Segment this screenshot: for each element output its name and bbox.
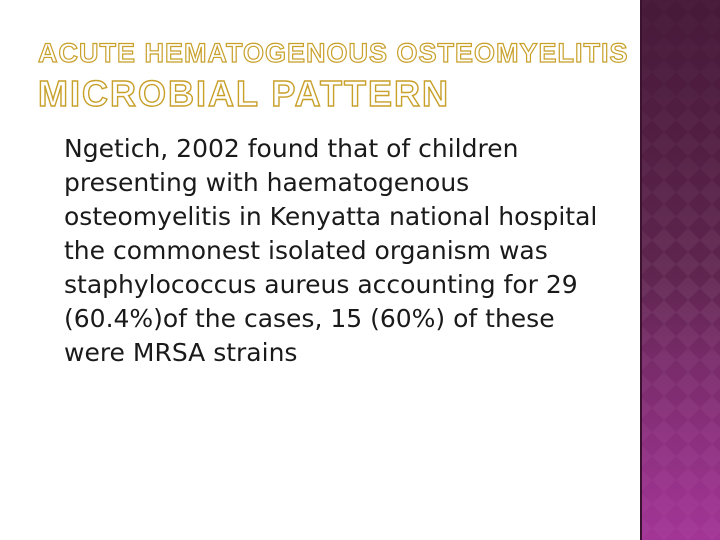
body-paragraph: Ngetich, 2002 found that of children presenting with haematogenous osteomyelitis in Kenyatta national hospital the commonest isolated organism was staphylococcus aureus accounting for 29 (60.4%)of the cases, 15 (60%) of these were MRSA strains <box>64 134 598 367</box>
side-panel-divider <box>640 0 642 540</box>
title-line-1: ACUTE HEMATOGENOUS OSTEOMYELITIS <box>38 38 629 68</box>
title-line-2: MICROBIAL PATTERN <box>38 73 450 115</box>
decorative-side-panel <box>640 0 720 540</box>
side-panel-gradient <box>640 0 720 540</box>
slide-title <box>38 38 629 115</box>
